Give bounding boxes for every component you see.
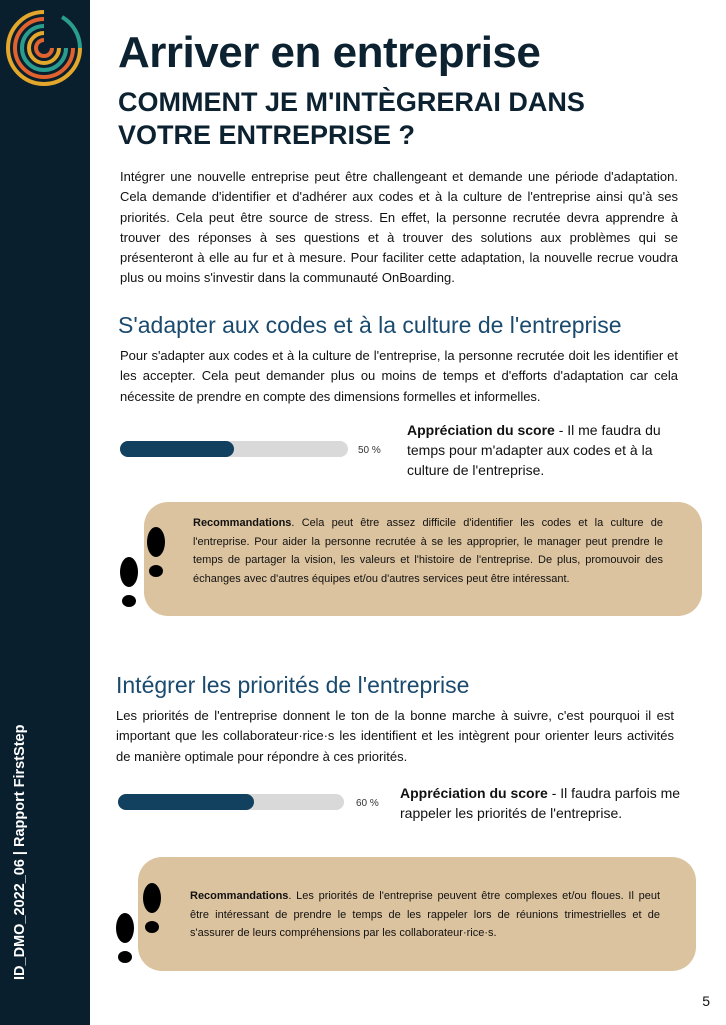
recommendation-text: [193, 514, 663, 588]
score-bar-fill: [120, 441, 234, 457]
sidebar: [0, 0, 90, 1025]
score-text: - Il faudra parfois me rappeler les priorités de l'entreprise.: [400, 785, 681, 821]
score-percent: 50 %: [358, 445, 381, 456]
footsteps-icon: [110, 878, 170, 968]
section-heading-codes: S'adapter aux codes et à la culture de l'entreprise: [118, 312, 622, 338]
intro-paragraph: Intégrer une nouvelle entreprise peut être challengeant et demande une période d'adaptation. Cela demande d'identifier et d'adhérer aux codes et à la culture de l'entreprise ainsi qu'à ses priorités. Cela peut être source de stress. En effet, la personne recrutée devra apprendre à trouver des réponses à ses questions et à trouver des solutions aux problèmes qui se présenteront à elle au fur et à mesure. Pour faciliter cette adaptation, la nouvelle recrue voudra plus ou moins s'investir dans la communauté OnBoarding.: [120, 169, 678, 286]
score-title: Appréciation du score: [407, 422, 555, 438]
score-text: - Il me faudra du temps pour m'adapter aux codes et à la culture de l'entreprise.: [407, 422, 661, 478]
section-text-codes: Pour s'adapter aux codes et à la culture de l'entreprise, la personne recrutée doit les identifier et les accepter. Cela peut demander plus ou moins de temps et d'efforts d'adaptation car cela nécessite de prendre en compte des dimensions formelles et informelles.: [120, 348, 678, 404]
section-heading-priorities: Intégrer les priorités de l'entreprise: [116, 672, 470, 698]
page-title: Arriver en entreprise: [118, 28, 541, 77]
score-percent: 60 %: [356, 798, 379, 809]
score-appreciation: [407, 420, 677, 480]
score-bar-codes: [120, 441, 348, 457]
footsteps-icon: [114, 522, 174, 612]
page-number: 5: [702, 993, 710, 1009]
score-bar-priorities: [118, 794, 344, 810]
recommendation-title: Recommandations: [193, 517, 292, 529]
score-bar-fill: [118, 794, 254, 810]
recommendation-body: . Les priorités de l'entreprise peuvent être complexes et/ou floues. Il peut être intéressant de prendre le temps de les rappeler lors de réunions trimestrielles et de s'assurer de leurs compréhensions par les collaborateur·rice·s.: [190, 890, 660, 939]
recommendation-title: Recommandations: [190, 890, 289, 902]
report-id-vertical-text: ID_DMO_2022_06 | Rapport FirstStep: [12, 724, 28, 980]
score-appreciation: [400, 783, 690, 823]
section-text-priorities: Les priorités de l'entreprise donnent le ton de la bonne marche à suivre, c'est pourquoi il est important que les collaborateur·rice·s les identifient et les intègrent pour orienter leurs activités de manière optimale pour répondre à ces priorités.: [116, 708, 674, 764]
score-title: Appréciation du score: [400, 785, 548, 801]
logo-rings-icon: [4, 8, 84, 88]
recommendation-body: . Cela peut être assez difficile d'identifier les codes et la culture de l'entreprise. Pour aider la personne recrutée à se les approprier, le manager peut prendre le temps de partager la vision, les valeurs et l'histoire de l'entreprise. De plus, promouvoir des échanges avec d'autres équipes et/ou d'autres services peut être intéressant.: [193, 517, 663, 585]
recommendation-text: [190, 887, 660, 943]
page-subtitle: COMMENT JE M'INTÈGRERAI DANS VOTRE ENTREPRISE ?: [118, 87, 585, 150]
